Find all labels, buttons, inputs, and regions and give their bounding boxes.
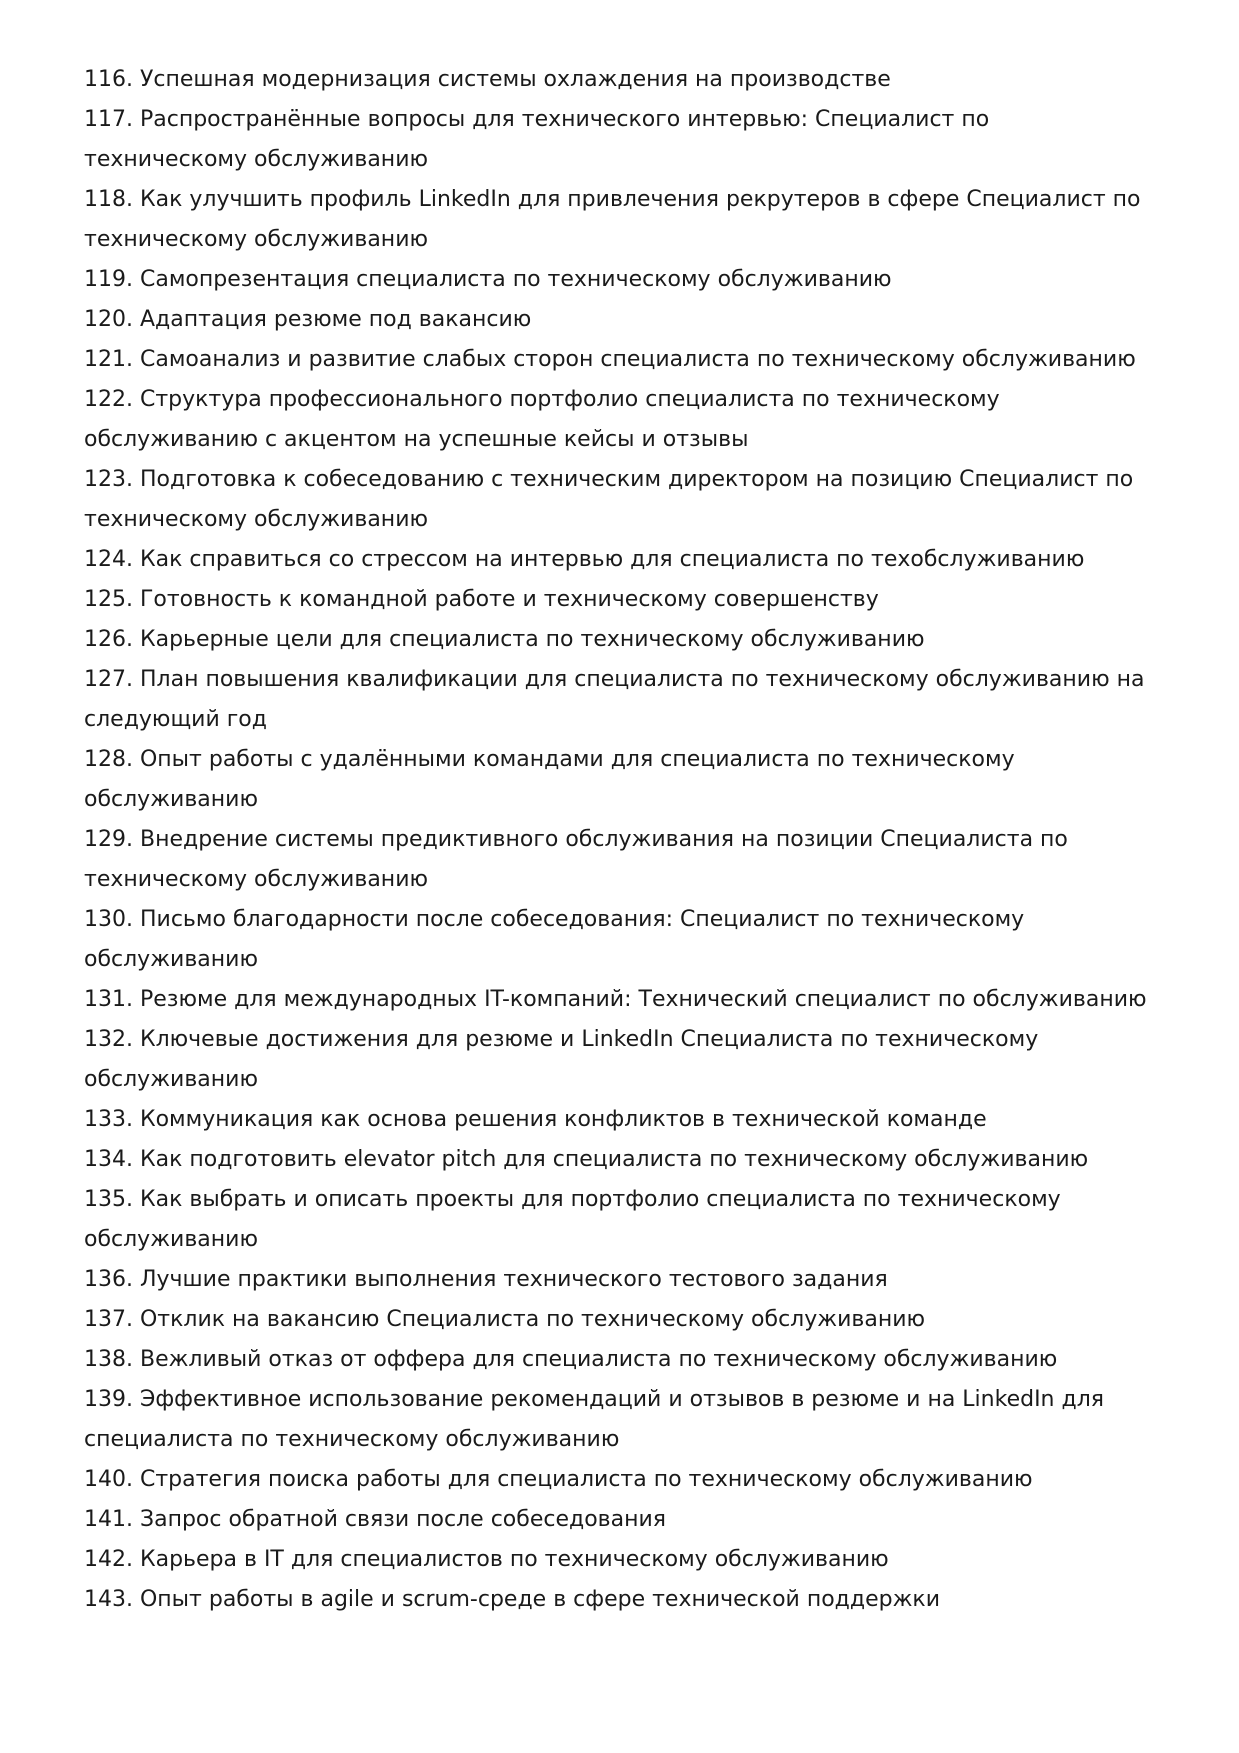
list-item: 126. Карьерные цели для специалиста по техническому обслуживанию — [84, 627, 925, 652]
list-item: 131. Резюме для международных IT-компаний: Технический специалист по обслуживанию — [84, 987, 1147, 1012]
list-item: 133. Коммуникация как основа решения конфликтов в технической команде — [84, 1107, 987, 1132]
list-item: 142. Карьера в IT для специалистов по техническому обслуживанию — [84, 1547, 889, 1572]
list-item: 138. Вежливый отказ от оффера для специалиста по техническому обслуживанию — [84, 1347, 1058, 1372]
list-item: 124. Как справиться со стрессом на интервью для специалиста по техобслуживанию — [84, 547, 1085, 572]
list-item: 130. Письмо благодарности после собеседования: Специалист по техническому обслуживанию — [84, 907, 1025, 972]
list-item: 121. Самоанализ и развитие слабых сторон специалиста по техническому обслуживанию — [84, 347, 1136, 372]
list-item: 143. Опыт работы в agile и scrum-среде в сфере технической поддержки — [84, 1587, 940, 1612]
list-item: 117. Распространённые вопросы для технического интервью: Специалист по техническому обслуживанию — [84, 107, 990, 172]
topic-list — [84, 60, 1159, 1620]
list-item: 123. Подготовка к собеседованию с техническим директором на позицию Специалист по техническому обслуживанию — [84, 467, 1134, 532]
list-item: 118. Как улучшить профиль LinkedIn для привлечения рекрутеров в сфере Специалист по техническому обслуживанию — [84, 187, 1141, 252]
list-item: 119. Самопрезентация специалиста по техническому обслуживанию — [84, 267, 892, 292]
list-item: 140. Стратегия поиска работы для специалиста по техническому обслуживанию — [84, 1467, 1033, 1492]
list-item: 127. План повышения квалификации для специалиста по техническому обслуживанию на следующий год — [84, 667, 1145, 732]
list-item: 141. Запрос обратной связи после собеседования — [84, 1507, 667, 1532]
list-item: 128. Опыт работы с удалёнными командами для специалиста по техническому обслуживанию — [84, 747, 1015, 812]
list-item: 134. Как подготовить elevator pitch для специалиста по техническому обслуживанию — [84, 1147, 1089, 1172]
list-item: 125. Готовность к командной работе и техническому совершенству — [84, 587, 879, 612]
list-item: 136. Лучшие практики выполнения технического тестового задания — [84, 1267, 888, 1292]
list-item: 129. Внедрение системы предиктивного обслуживания на позиции Специалиста по техническому обслуживанию — [84, 827, 1068, 892]
list-item: 139. Эффективное использование рекомендаций и отзывов в резюме и на LinkedIn для специалиста по техническому обслуживанию — [84, 1387, 1105, 1452]
list-item: 135. Как выбрать и описать проекты для портфолио специалиста по техническому обслуживанию — [84, 1187, 1061, 1252]
list-item: 137. Отклик на вакансию Специалиста по техническому обслуживанию — [84, 1307, 926, 1332]
list-item: 116. Успешная модернизация системы охлаждения на производстве — [84, 67, 891, 92]
list-item: 120. Адаптация резюме под вакансию — [84, 307, 532, 332]
list-item: 122. Структура профессионального портфолио специалиста по техническому обслуживанию с акцентом на успешные кейсы и отзывы — [84, 387, 1000, 452]
list-item: 132. Ключевые достижения для резюме и LinkedIn Специалиста по техническому обслуживанию — [84, 1027, 1039, 1092]
